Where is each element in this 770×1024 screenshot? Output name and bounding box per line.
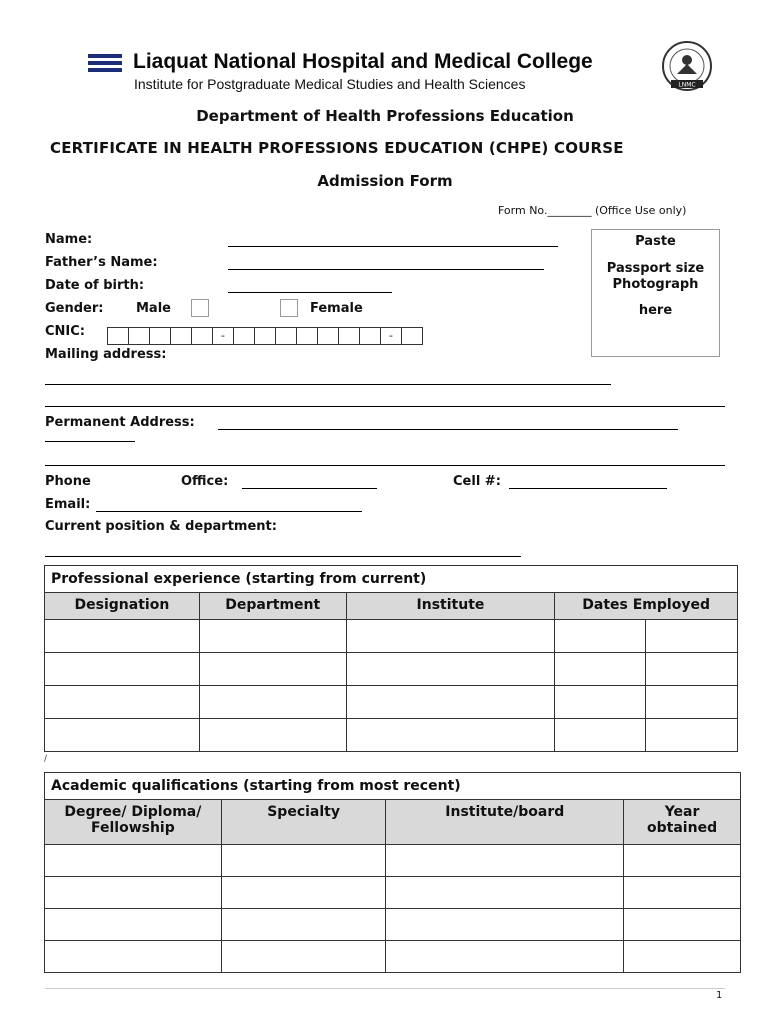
female-checkbox[interactable] <box>280 299 298 317</box>
table-cell[interactable] <box>45 941 222 973</box>
table-row <box>45 941 741 973</box>
cnic-digit-box <box>338 327 360 345</box>
cnic-digit-box <box>170 327 192 345</box>
mailing-address-line-1[interactable] <box>45 384 611 385</box>
name-field[interactable] <box>228 246 558 247</box>
cnic-digit-box <box>317 327 339 345</box>
stray-mark: / <box>44 754 48 764</box>
table-row <box>45 653 738 686</box>
header-degree <box>45 800 222 845</box>
table-cell[interactable] <box>624 845 741 877</box>
cnic-digit-box <box>275 327 297 345</box>
table-cell[interactable] <box>45 719 200 752</box>
photo-line-4: here <box>638 303 673 318</box>
mailing-address-label: Mailing address: <box>45 347 167 362</box>
phone-label: Phone <box>45 474 91 489</box>
table-cell[interactable] <box>346 653 555 686</box>
cnic-digit-box <box>191 327 213 345</box>
permanent-address-line-2[interactable] <box>45 441 135 442</box>
table-cell[interactable] <box>199 620 346 653</box>
table-cell[interactable] <box>386 941 624 973</box>
header-degree-line-2: Fellowship <box>90 820 175 836</box>
table-row <box>45 877 741 909</box>
cnic-digit-box <box>254 327 276 345</box>
cnic-digit-box <box>359 327 381 345</box>
cnic-separator: - <box>380 327 402 345</box>
hospital-logo <box>52 40 124 90</box>
college-seal <box>658 40 716 94</box>
table-cell[interactable] <box>221 845 386 877</box>
institution-name: Liaquat National Hospital and Medical College <box>133 50 593 73</box>
table-cell[interactable] <box>555 686 646 719</box>
cnic-digit-box <box>107 327 129 345</box>
cell-phone-field[interactable] <box>509 488 667 489</box>
male-checkbox[interactable] <box>191 299 209 317</box>
table-cell[interactable] <box>646 653 738 686</box>
table-cell[interactable] <box>555 620 646 653</box>
position-field[interactable] <box>45 556 521 557</box>
name-label: Name: <box>45 232 93 247</box>
table-cell[interactable] <box>45 686 200 719</box>
cnic-digit-box <box>401 327 423 345</box>
cnic-digit-box <box>149 327 171 345</box>
header-specialty: Specialty <box>221 800 386 845</box>
table-cell[interactable] <box>45 653 200 686</box>
header-degree-line-1: Degree/ Diploma/ <box>64 804 202 820</box>
office-phone-field[interactable] <box>242 488 377 489</box>
office-phone-label: Office: <box>181 474 229 489</box>
cnic-digit-box <box>128 327 150 345</box>
table-cell[interactable] <box>199 653 346 686</box>
header-institute-board: Institute/board <box>386 800 624 845</box>
table-cell[interactable] <box>45 620 200 653</box>
experience-caption: Professional experience (starting from current) <box>45 566 738 593</box>
table-cell[interactable] <box>555 653 646 686</box>
table-row <box>45 620 738 653</box>
table-cell[interactable] <box>221 909 386 941</box>
table-row <box>45 719 738 752</box>
header-dates-employed: Dates Employed <box>555 593 738 620</box>
table-cell[interactable] <box>624 877 741 909</box>
mailing-address-line-2[interactable] <box>45 406 725 407</box>
table-cell[interactable] <box>346 620 555 653</box>
header-year-obtained <box>624 800 741 845</box>
table-cell[interactable] <box>386 845 624 877</box>
photo-line-2: Passport size <box>606 261 705 276</box>
header-designation: Designation <box>45 593 200 620</box>
male-label: Male <box>136 301 171 316</box>
table-cell[interactable] <box>624 909 741 941</box>
cnic-boxes[interactable] <box>108 327 423 345</box>
gender-label: Gender: <box>45 301 104 316</box>
header-year-line-1: Year <box>664 804 700 820</box>
course-title: CERTIFICATE IN HEALTH PROFESSIONS EDUCATION (CHPE) COURSE <box>50 139 624 157</box>
table-cell[interactable] <box>221 941 386 973</box>
form-number: Form No.________ (Office Use only) <box>498 204 687 217</box>
dob-field[interactable] <box>228 292 392 293</box>
cnic-digit-box <box>233 327 255 345</box>
table-cell[interactable] <box>45 909 222 941</box>
table-cell[interactable] <box>646 719 738 752</box>
table-cell[interactable] <box>386 877 624 909</box>
table-row <box>45 845 741 877</box>
permanent-address-line-1[interactable] <box>218 429 678 430</box>
table-cell[interactable] <box>199 719 346 752</box>
table-cell[interactable] <box>346 719 555 752</box>
table-cell[interactable] <box>45 877 222 909</box>
header-department: Department <box>199 593 346 620</box>
table-cell[interactable] <box>45 845 222 877</box>
academic-table <box>44 772 741 973</box>
female-label: Female <box>310 301 363 316</box>
dob-label: Date of birth: <box>45 278 145 293</box>
institution-subtitle: Institute for Postgraduate Medical Studies and Health Sciences <box>134 76 526 92</box>
table-cell[interactable] <box>346 686 555 719</box>
table-cell[interactable] <box>646 686 738 719</box>
father-name-field[interactable] <box>228 269 544 270</box>
cell-phone-label: Cell #: <box>453 474 501 489</box>
table-cell[interactable] <box>199 686 346 719</box>
permanent-address-line-3[interactable] <box>45 465 725 466</box>
photo-line-3: Photograph <box>612 277 699 292</box>
position-label: Current position & department: <box>45 519 277 534</box>
form-title: Admission Form <box>317 172 453 190</box>
table-cell[interactable] <box>555 719 646 752</box>
academic-caption: Academic qualifications (starting from most recent) <box>45 773 741 800</box>
photo-line-1: Paste <box>635 234 676 249</box>
cnic-label: CNIC: <box>45 324 85 339</box>
header-institute: Institute <box>346 593 555 620</box>
page-number: 1 <box>716 990 723 1001</box>
experience-table <box>44 565 738 752</box>
father-name-label: Father’s Name: <box>45 255 158 270</box>
email-label: Email: <box>45 497 91 512</box>
photo-box[interactable] <box>591 229 720 357</box>
cnic-separator: - <box>212 327 234 345</box>
footer-divider <box>45 988 725 989</box>
header-year-line-2: obtained <box>647 820 718 836</box>
table-row <box>45 909 741 941</box>
table-row <box>45 686 738 719</box>
department-title: Department of Health Professions Education <box>196 107 574 125</box>
seal-text: LNMC <box>678 81 696 89</box>
table-cell[interactable] <box>646 620 738 653</box>
email-field[interactable] <box>96 511 362 512</box>
cnic-digit-box <box>296 327 318 345</box>
table-cell[interactable] <box>624 941 741 973</box>
permanent-address-label: Permanent Address: <box>45 415 195 430</box>
table-cell[interactable] <box>386 909 624 941</box>
table-cell[interactable] <box>221 877 386 909</box>
